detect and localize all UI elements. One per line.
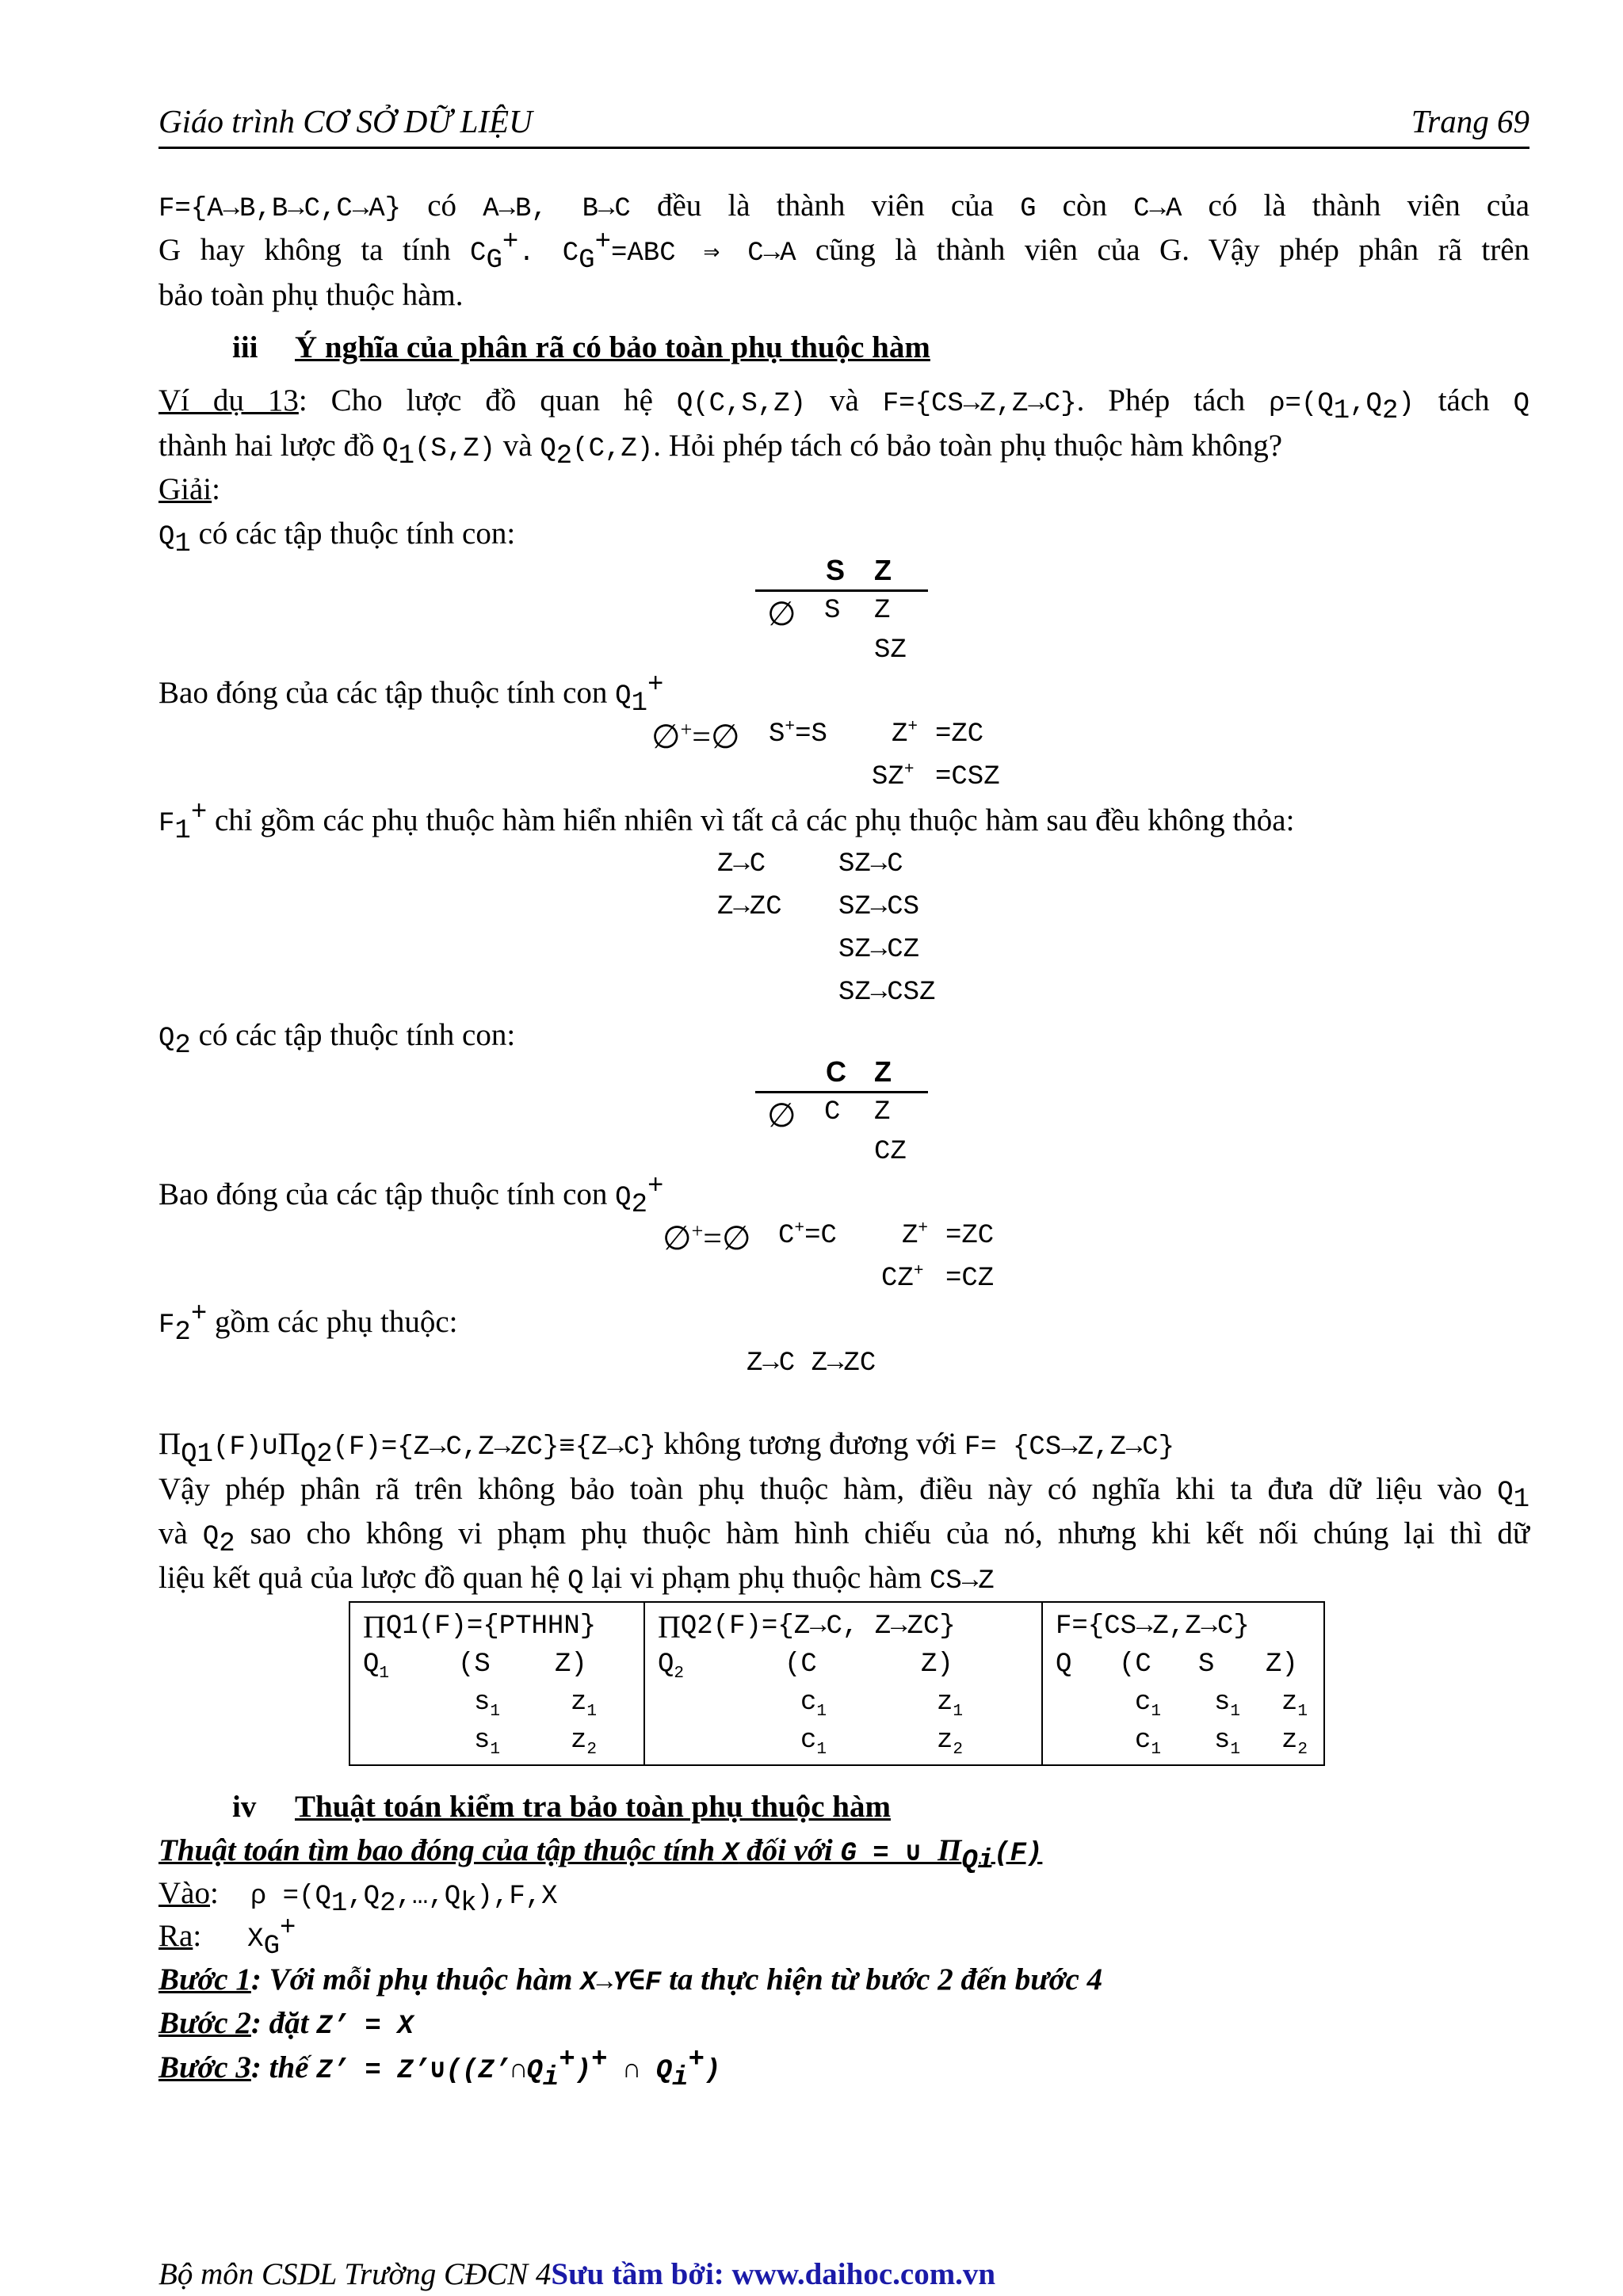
q1-subset-sz: SZ	[874, 635, 907, 666]
conclusion-line3: liệu kết quả của lược đồ quan hệ Q lại vi phạm phụ thuộc hàm CS→Z	[158, 1561, 995, 1596]
q1-dep-right-2: SZ→CS	[838, 892, 920, 922]
solution-heading: Giải:	[158, 472, 220, 506]
conclusion-line2: và $Q_2$ sao cho không vi phạm phụ thuộc hàm hình chiếu của nó, nhưng khi kết nối chúng lại thì dữ	[158, 1516, 1529, 1559]
example13-line2: thành hai lược đồ $Q_1(S,Z)$ và $Q_2(C,Z)$. Hỏi phép tách có bảo toàn phụ thuộc hàm không?	[158, 429, 1283, 471]
q2-subset-head-z: Z	[874, 1055, 892, 1088]
algorithm-step-2: Bước 2: đặt Z’ = X	[158, 2006, 414, 2042]
q2-closure-z: Z+	[902, 1219, 929, 1251]
page-footer	[158, 2256, 995, 2292]
table-cell-q2: Π Q2 (F)={Z→C, Z→ZC} $Q_2$ (C Z) $c_1$ $z_1$ $c_1$ $z_2$	[644, 1602, 1042, 1765]
q1-closure-sz: SZ+	[872, 760, 915, 792]
q1-intro: $Q_1$ có các tập thuộc tính con:	[158, 517, 516, 559]
section-iii-title: Ý nghĩa của phân rã có bảo toàn phụ thuộc hàm	[295, 330, 930, 364]
q1-closure-z-result: =ZC	[935, 719, 984, 749]
q2-closure-intro: Bao đóng của các tập thuộc tính con $Q_2^+$	[158, 1172, 664, 1220]
q1-subset-head-s: S	[826, 554, 846, 586]
q1-closure-empty: ∅+=∅	[651, 718, 740, 756]
q1-subset-s: S	[824, 596, 841, 626]
section-iii-number: iii	[232, 330, 258, 364]
q2-closure-z-result: =ZC	[945, 1221, 995, 1251]
table-q-row-1: $c_1$ $s_1$ $z_1$	[1135, 1688, 1308, 1721]
q1-dep-right-3: SZ→CZ	[838, 935, 920, 965]
algorithm-input: Vào: $\rho =(Q_1,Q_2,\dots,Q_k),F,X$	[158, 1876, 558, 1919]
para1-line2: G hay không ta tính $C_G^+$. $C_G^+=ABC$ ⇒ C→A cũng là thành viên của G. Vậy phép phân rã trên	[158, 227, 1529, 276]
q2-subset-head-c: C	[826, 1055, 846, 1088]
footer-source-link[interactable]: Sưu tầm bởi: www.daihoc.com.vn	[551, 2257, 996, 2291]
q2-intro: $Q_2$ có các tập thuộc tính con:	[158, 1018, 516, 1061]
q2-subset-z: Z	[874, 1097, 891, 1127]
footer-department: Bộ môn CSDL Trường CĐCN 4	[158, 2257, 552, 2291]
q1-closure-z: Z+	[892, 717, 918, 749]
q1-dep-left-1: Z→C	[717, 849, 766, 879]
f2-statement: $F_2^+$ gồm các phụ thuộc:	[158, 1299, 458, 1348]
table-cell-q: F={CS→Z,Z→C} Q (C S Z) $c_1$ $s_1$ $z_1$ $c_1$ $s_1$ $z_2$	[1042, 1602, 1324, 1765]
conclusion-line1: Vậy phép phân rã trên không bảo toàn phụ thuộc hàm, điều này có nghĩa khi ta đưa dữ liệu vào $Q_1$	[158, 1472, 1529, 1515]
para1-line1: F={A→B,B→C,C→A} có A→B, B→C đều là thành viên của G còn C→A có là thành viên của	[158, 189, 1530, 224]
union-statement: $\Pi_{Q1}(F)\cup\Pi_{Q2}(F)=\{Z\to C,Z\to ZC\}\equiv\{Z\to C\}$ không tương đương với F= {CS→Z,Z→C}	[158, 1427, 1175, 1470]
q1-subset-empty: ∅	[767, 597, 796, 633]
q2-closure-empty: ∅+=∅	[663, 1219, 751, 1257]
table-q1-row-1: $s_1$ $z_1$	[474, 1688, 598, 1721]
q2-subset-rule	[755, 1091, 928, 1093]
q2-closure-cz: CZ+	[881, 1261, 924, 1294]
q1-closure-sz-result: =CSZ	[935, 762, 1000, 792]
q1-closure-intro: Bao đóng của các tập thuộc tính con $Q_1^+$	[158, 670, 664, 719]
q2-subset-empty: ∅	[767, 1098, 796, 1135]
table-q2-row-2: $c_1$ $z_2$	[800, 1726, 964, 1759]
algorithm-title: Thuật toán tìm bao đóng của tập thuộc tính X đối với G = ∪ $\Pi_{Qi}(F)$	[158, 1833, 1043, 1876]
algorithm-step-1: Bước 1: Với mỗi phụ thuộc hàm X→Y∈F ta thực hiện từ bước 2 đến bước 4	[158, 1962, 1103, 1998]
header-page-number: Trang 69	[1411, 103, 1529, 139]
section-iv-number: iv	[232, 1790, 257, 1824]
q1-subset-head-z: Z	[874, 554, 892, 586]
q1-dep-right-4: SZ→CSZ	[838, 978, 936, 1008]
algorithm-step-3: Bước 3: thế Z’ = $Z’\cup((Z’\cap Q_i^+)^+$ ∩ $Q_i^+$)	[158, 2045, 721, 2093]
table-q-row-2: $c_1$ $s_1$ $z_2$	[1135, 1726, 1308, 1759]
decomposition-table	[349, 1601, 1325, 1766]
page-header	[158, 99, 1529, 149]
algorithm-output: Ra: $X_G^+$	[158, 1913, 296, 1962]
q2-dependencies: Z→C Z→ZC	[747, 1348, 876, 1379]
header-title: Giáo trình CƠ SỞ DỮ LIỆU	[158, 103, 533, 139]
q1-dep-right-1: SZ→C	[838, 849, 903, 879]
example13-label: Ví dụ 13	[158, 383, 299, 418]
q1-subset-rule	[755, 589, 928, 592]
example13-line1: Ví dụ 13: Cho lược đồ quan hệ Q(C,S,Z) và F={CS→Z,Z→C}. Phép tách $\rho=(Q_1,Q_2)$ tách Q	[158, 383, 1530, 426]
q2-subset-c: C	[824, 1097, 841, 1127]
table-q2-row-1: $c_1$ $z_1$	[800, 1688, 964, 1721]
q2-closure-cz-result: =CZ	[945, 1264, 995, 1294]
q1-closure-s: S+=S	[769, 717, 827, 749]
section-iv-title: Thuật toán kiểm tra bảo toàn phụ thuộc hàm	[295, 1790, 891, 1824]
q2-closure-c: C+=C	[778, 1219, 837, 1251]
q1-dep-left-2: Z→ZC	[717, 892, 782, 922]
f1-statement: $F_1^+$ chỉ gồm các phụ thuộc hàm hiển nhiên vì tất cả các phụ thuộc hàm sau đều không thỏa:	[158, 798, 1295, 846]
para1-line3: bảo toàn phụ thuộc hàm.	[158, 278, 464, 312]
table-cell-q1: Π Q1 (F)={PTHHN} $Q_1$ (S Z) $s_1$ $z_1$ $s_1$ $z_2$	[349, 1602, 644, 1765]
table-q1-row-2: $s_1$ $z_2$	[474, 1726, 598, 1759]
q2-subset-cz: CZ	[874, 1137, 907, 1167]
q1-subset-z: Z	[874, 596, 891, 626]
